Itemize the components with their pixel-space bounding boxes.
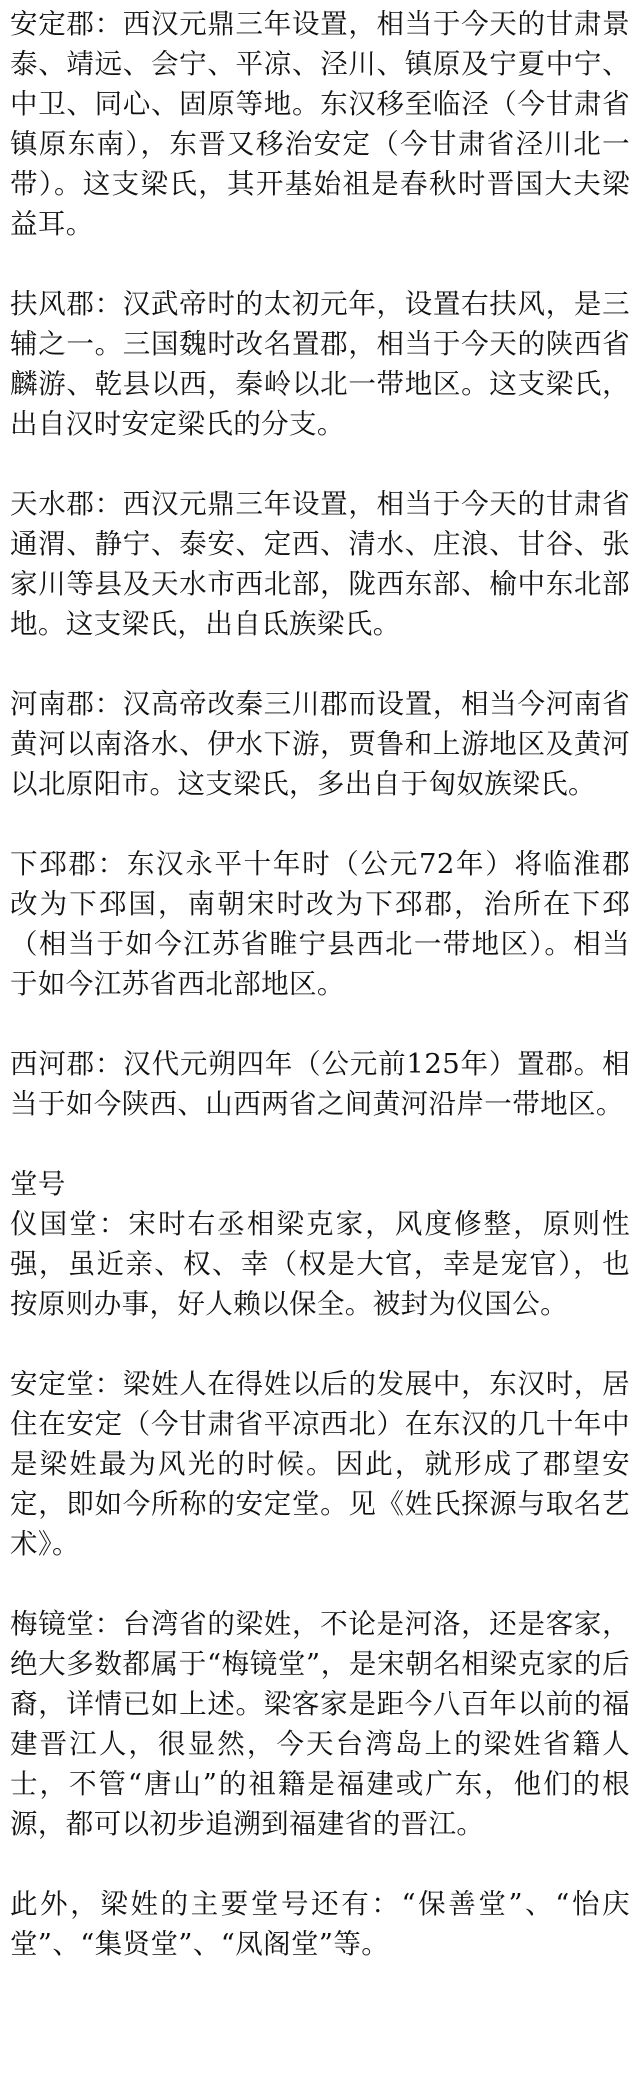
paragraph-anding-commandery: 安定郡：西汉元鼎三年设置，相当于今天的甘肃景泰、靖远、会宁、平凉、泾川、镇原及宁夏中宁、中卫、同心、固原等地。东汉移至临泾（今甘肃省镇原东南），东晋又移治安定（今甘肃省泾川北一带）。这支梁氏，其开基始祖是春秋时晋国大夫梁益耳。 xyxy=(10,8,630,240)
section-heading-hall-names: 堂号 xyxy=(10,1168,66,1200)
paragraph-other-halls: 此外，梁姓的主要堂号还有：“保善堂”、“怡庆堂”、“集贤堂”、“凤阁堂”等。 xyxy=(10,1888,630,1960)
paragraph-xihe-commandery: 西河郡：汉代元朔四年（公元前125年）置郡。相当于如今陕西、山西两省之间黄河沿岸一带地区。 xyxy=(10,1048,630,1120)
paragraph-henan-commandery: 河南郡：汉高帝改秦三川郡而设置，相当今河南省黄河以南洛水、伊水下游，贾鲁和上游地区及黄河以北原阳市。这支梁氏，多出自于匈奴族梁氏。 xyxy=(10,688,630,800)
paragraph-tianshui-commandery: 天水郡：西汉元鼎三年设置，相当于今天的甘肃省通渭、静宁、泰安、定西、清水、庄浪、甘谷、张家川等县及天水市西北部，陇西东部、榆中东北部地。这支梁氏，出自氐族梁氏。 xyxy=(10,488,630,640)
paragraph-xiapi-commandery: 下邳郡：东汉永平十年时（公元72年）将临淮郡改为下邳国，南朝宋时改为下邳郡，治所在下邳（相当于如今江苏省睢宁县西北一带地区）。相当于如今江苏省西北部地区。 xyxy=(10,848,630,1000)
paragraph-meijing-hall: 梅镜堂：台湾省的梁姓，不论是河洛，还是客家，绝大多数都属于“梅镜堂”，是宋朝名相梁克家的后裔，详情已如上述。梁客家是距今八百年以前的福建晋江人，很显然，今天台湾岛上的梁姓省籍人士，不管“唐山”的祖籍是福建或广东，他们的根源，都可以初步追溯到福建省的晋江。 xyxy=(10,1608,630,1840)
paragraph-anding-hall: 安定堂：梁姓人在得姓以后的发展中，东汉时，居住在安定（今甘肃省平凉西北）在东汉的几十年中是梁姓最为风光的时候。因此，就形成了郡望安定，即如今所称的安定堂。见《姓氏探源与取名艺术》。 xyxy=(10,1368,630,1560)
paragraph-yiguo-hall: 仪国堂：宋时右丞相梁克家，风度修整，原则性强，虽近亲、权、幸（权是大官，幸是宠官），也按原则办事，好人赖以保全。被封为仪国公。 xyxy=(10,1208,630,1320)
paragraph-fufeng-commandery: 扶风郡：汉武帝时的太初元年，设置右扶风，是三辅之一。三国魏时改名置郡，相当于今天的陕西省麟游、乾县以西，秦岭以北一带地区。这支梁氏，出自汉时安定梁氏的分支。 xyxy=(10,288,630,440)
